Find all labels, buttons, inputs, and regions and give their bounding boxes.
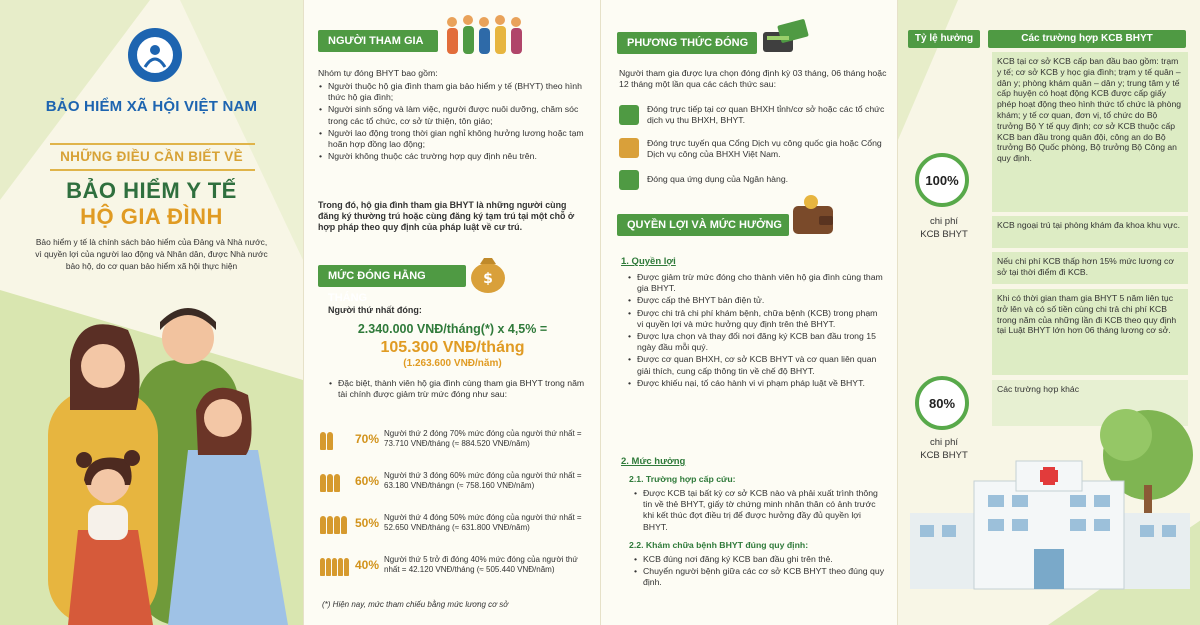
rate-100-circle: 100%	[915, 153, 969, 207]
emergency-title: 2.1. Trường hợp cấp cứu:	[629, 474, 736, 484]
benefit-rate-panel	[897, 0, 1200, 625]
tier-row-70	[320, 424, 590, 454]
case-cell-other: Các trường hợp khác	[992, 380, 1188, 426]
case-cell: Khi có thời gian tham gia BHYT 5 năm liên tục trở lên và có số tiền cùng chi trả chi phí KCB trong năm của những lần đi KCB theo quy định tại Luật BHYT lớn hơn 06 tháng lương cơ sở.	[992, 289, 1188, 375]
rate-100-caption2: KCB BHYT	[920, 229, 968, 240]
col-header-rate: Tỷ lệ hưởng	[908, 30, 980, 48]
list-item: • Được giảm trừ mức đóng cho thành viên hộ gia đình cùng tham gia BHYT.	[627, 272, 885, 294]
list-item: • Được lựa chọn và thay đổi nơi đăng ký KCB ban đầu trong 15 ngày đầu mỗi quý.	[627, 331, 885, 353]
hospital-illustration	[898, 395, 1200, 625]
people-icon	[320, 470, 350, 492]
headline-line1: BẢO HIỂM Y TẾ	[66, 178, 237, 203]
first-person-label: Người thứ nhất đóng:	[328, 305, 422, 315]
method-item: Đóng trực tiếp tại cơ quan BHXH tỉnh/cơ sở hoặc các tổ chức dịch vụ thu BHXH, BHYT.	[647, 104, 885, 126]
logo-emblem-icon	[135, 35, 175, 75]
col-header-cases: Các trường hợp KCB BHYT	[988, 30, 1186, 48]
rate-100-caption1: chi phí	[930, 216, 958, 227]
laptop-icon	[619, 138, 639, 158]
benefit-header: QUYỀN LỢI VÀ MỨC HƯỞNG	[617, 214, 789, 236]
crowd-icon	[442, 14, 532, 56]
correct-title: 2.2. Khám chữa bệnh BHYT đúng quy định:	[629, 540, 809, 550]
building-icon	[619, 105, 639, 125]
wallet-icon	[789, 192, 839, 238]
intro-text: Bảo hiểm y tế là chính sách bảo hiểm của Đảng và Nhà nước, vì quyền lợi của người lao động và Nhân dân, được Nhà nước bảo hộ, do cơ quan bảo hiểm xã hội thực hiện	[35, 237, 268, 271]
reduction-intro	[328, 378, 590, 401]
tier-row-60	[320, 466, 590, 496]
list-item: • Đặc biệt, thành viên hộ gia đình cùng tham gia BHYT trong năm tài chính được giảm trừ mức đóng như sau:	[328, 378, 590, 400]
headline-line2: HỘ GIA ĐÌNH	[80, 204, 223, 229]
list-item: • Được KCB tại bất kỳ cơ sở KCB nào và phải xuất trình thông tin về thẻ BHYT, giấy tờ chứng minh nhân thân có ảnh trước khi kết thúc đợt điều trị để được hưởng đầy đủ quyền lợi BHYT.	[633, 488, 885, 533]
list-item: • KCB đúng nơi đăng ký KCB ban đầu ghi trên thẻ.	[633, 554, 885, 565]
case-cell: KCB tại cơ sở KCB cấp ban đầu bao gồm: trạm y tế; cơ sở KCB y học gia đình; trạm y tế quân – dân y; phòng khám quân – dân y; trung tâm y tế cấp huyện có hoạt động KCB được cấp giấy phép hoạt động theo hình thức tổ chức là phòng khám; y tế cơ quan, đơn vị, tổ chức do Bộ trưởng Bộ Y tế quy định; cơ sở KCB thuộc cấp KCB ban đầu trong quân đội, công an do Bộ trưởng Bộ Quốc phòng, Bộ trưởng Bộ Công an quy định.	[992, 52, 1188, 212]
participants-intro: Nhóm tự đóng BHYT bao gồm:	[318, 68, 438, 78]
svg-text:$: $	[483, 271, 493, 287]
method-item: Đóng qua ứng dụng của Ngân hàng.	[647, 174, 789, 184]
correct-list	[633, 554, 885, 590]
tier-text: Người thứ 5 trở đi đóng 40% mức đóng của người thứ nhất = 42.120 VNĐ/tháng (≈ 505.440 VNĐ/năm)	[384, 555, 578, 574]
participants-panel	[303, 0, 600, 625]
rate-80-caption1: chi phí	[930, 437, 958, 448]
cover-panel	[0, 0, 303, 625]
participants-header: NGƯỜI THAM GIA	[318, 30, 438, 52]
headline-small: NHỮNG ĐIỀU CẦN BIẾT VỀ	[60, 149, 243, 164]
list-item: • Người thuộc hộ gia đình tham gia bảo hiểm y tế (BHYT) theo hình thức hộ gia đình;	[318, 81, 590, 103]
list-item: • Chuyển người bệnh giữa các cơ sở KCB BHYT theo đúng quy định.	[633, 566, 885, 588]
method-intro: Người tham gia được lựa chọn đóng định kỳ 03 tháng, 06 tháng hoặc 12 tháng một lần qua các cách thức sau:	[619, 68, 887, 90]
fee-result: 105.300 VNĐ/tháng	[380, 339, 525, 356]
case-cell: KCB ngoại trú tại phòng khám đa khoa khu vực.	[992, 216, 1188, 248]
fee-formula: 2.340.000 VNĐ/tháng(*) x 4,5% =	[357, 322, 548, 336]
list-item: • Người không thuộc các trường hợp quy định nêu trên.	[318, 151, 590, 162]
people-icon	[320, 428, 350, 450]
level-title: 2. Mức hưởng	[621, 456, 686, 467]
list-item: • Người lao động trong thời gian nghỉ không hưởng lương hoặc tạm hoãn hợp đồng lao động;	[318, 128, 590, 150]
people-icon	[320, 554, 350, 576]
money-bag-icon	[464, 248, 514, 296]
tier-text: Người thứ 4 đóng 50% mức đóng của người thứ nhất = 52.650 VNĐ/tháng (≈ 631.800 VNĐ/năm)	[384, 513, 582, 532]
rate-80-caption2: KCB BHYT	[920, 450, 968, 461]
tier-percent: 70%	[354, 432, 380, 446]
participants-list	[318, 81, 590, 163]
people-icon	[320, 512, 350, 534]
rights-title: 1. Quyền lợi	[621, 256, 676, 267]
card-payment-icon	[759, 18, 815, 58]
tier-percent: 40%	[354, 558, 380, 572]
tier-row-50	[320, 508, 590, 538]
method-item: Đóng trực tuyến qua Cổng Dịch vụ công quốc gia hoặc Cổng Dịch vụ công của BHXH Việt Nam.	[647, 138, 882, 160]
org-name: BẢO HIỂM XÃ HỘI VIỆT NAM	[45, 98, 258, 115]
tier-percent: 60%	[354, 474, 380, 488]
tier-percent: 50%	[354, 516, 380, 530]
family-illustration	[18, 300, 298, 625]
rights-list	[627, 272, 885, 390]
participants-note: Trong đó, hộ gia đình tham gia BHYT là những người cùng đăng ký thường trú hoặc cùng đăng ký tạm trú tại một chỗ ở hợp pháp theo quy định của pháp luật về cư trú.	[318, 200, 575, 233]
emergency-list	[633, 488, 885, 534]
tier-text: Người thứ 3 đóng 60% mức đóng của người thứ nhất = 63.180 VNĐ/thángn (≈ 758.160 VNĐ/năm)	[384, 471, 582, 490]
bhxh-logo	[128, 28, 182, 82]
method-header: PHƯƠNG THỨC ĐÓNG	[617, 32, 757, 54]
fee-header: MỨC ĐÓNG HẰNG THÁNG	[318, 265, 466, 287]
phone-icon	[619, 170, 639, 190]
case-cell: Nếu chi phí KCB thấp hơn 15% mức lương cơ sở tại thời điểm đi KCB.	[992, 252, 1188, 284]
footnote: (*) Hiện nay, mức tham chiếu bằng mức lương cơ sở	[322, 600, 509, 609]
list-item: • Được cấp thẻ BHYT bản điện tử.	[627, 295, 885, 306]
fee-result-year: (1.263.600 VNĐ/năm)	[403, 358, 502, 369]
tier-text: Người thứ 2 đóng 70% mức đóng của người thứ nhất = 73.710 VNĐ/tháng (≈ 884.520 VNĐ/năm)	[384, 429, 582, 448]
tier-row-40	[320, 550, 590, 580]
list-item: • Người sinh sống và làm việc, người được nuôi dưỡng, chăm sóc trong các tổ chức, cơ sở từ thiện, tôn giáo;	[318, 104, 590, 126]
payment-benefits-panel	[600, 0, 897, 625]
list-item: • Được cơ quan BHXH, cơ sở KCB BHYT và cơ quan liên quan giải thích, cung cấp thông tin về chế độ BHYT.	[627, 354, 885, 376]
rate-80-circle: 80%	[915, 376, 969, 430]
list-item: • Được chi trả chi phí khám bệnh, chữa bệnh (KCB) trong phạm vi quyền lợi và mức hưởng quy định trên thẻ BHYT.	[627, 308, 885, 330]
list-item: • Được khiếu nại, tố cáo hành vi vi phạm pháp luật về BHYT.	[627, 378, 885, 389]
